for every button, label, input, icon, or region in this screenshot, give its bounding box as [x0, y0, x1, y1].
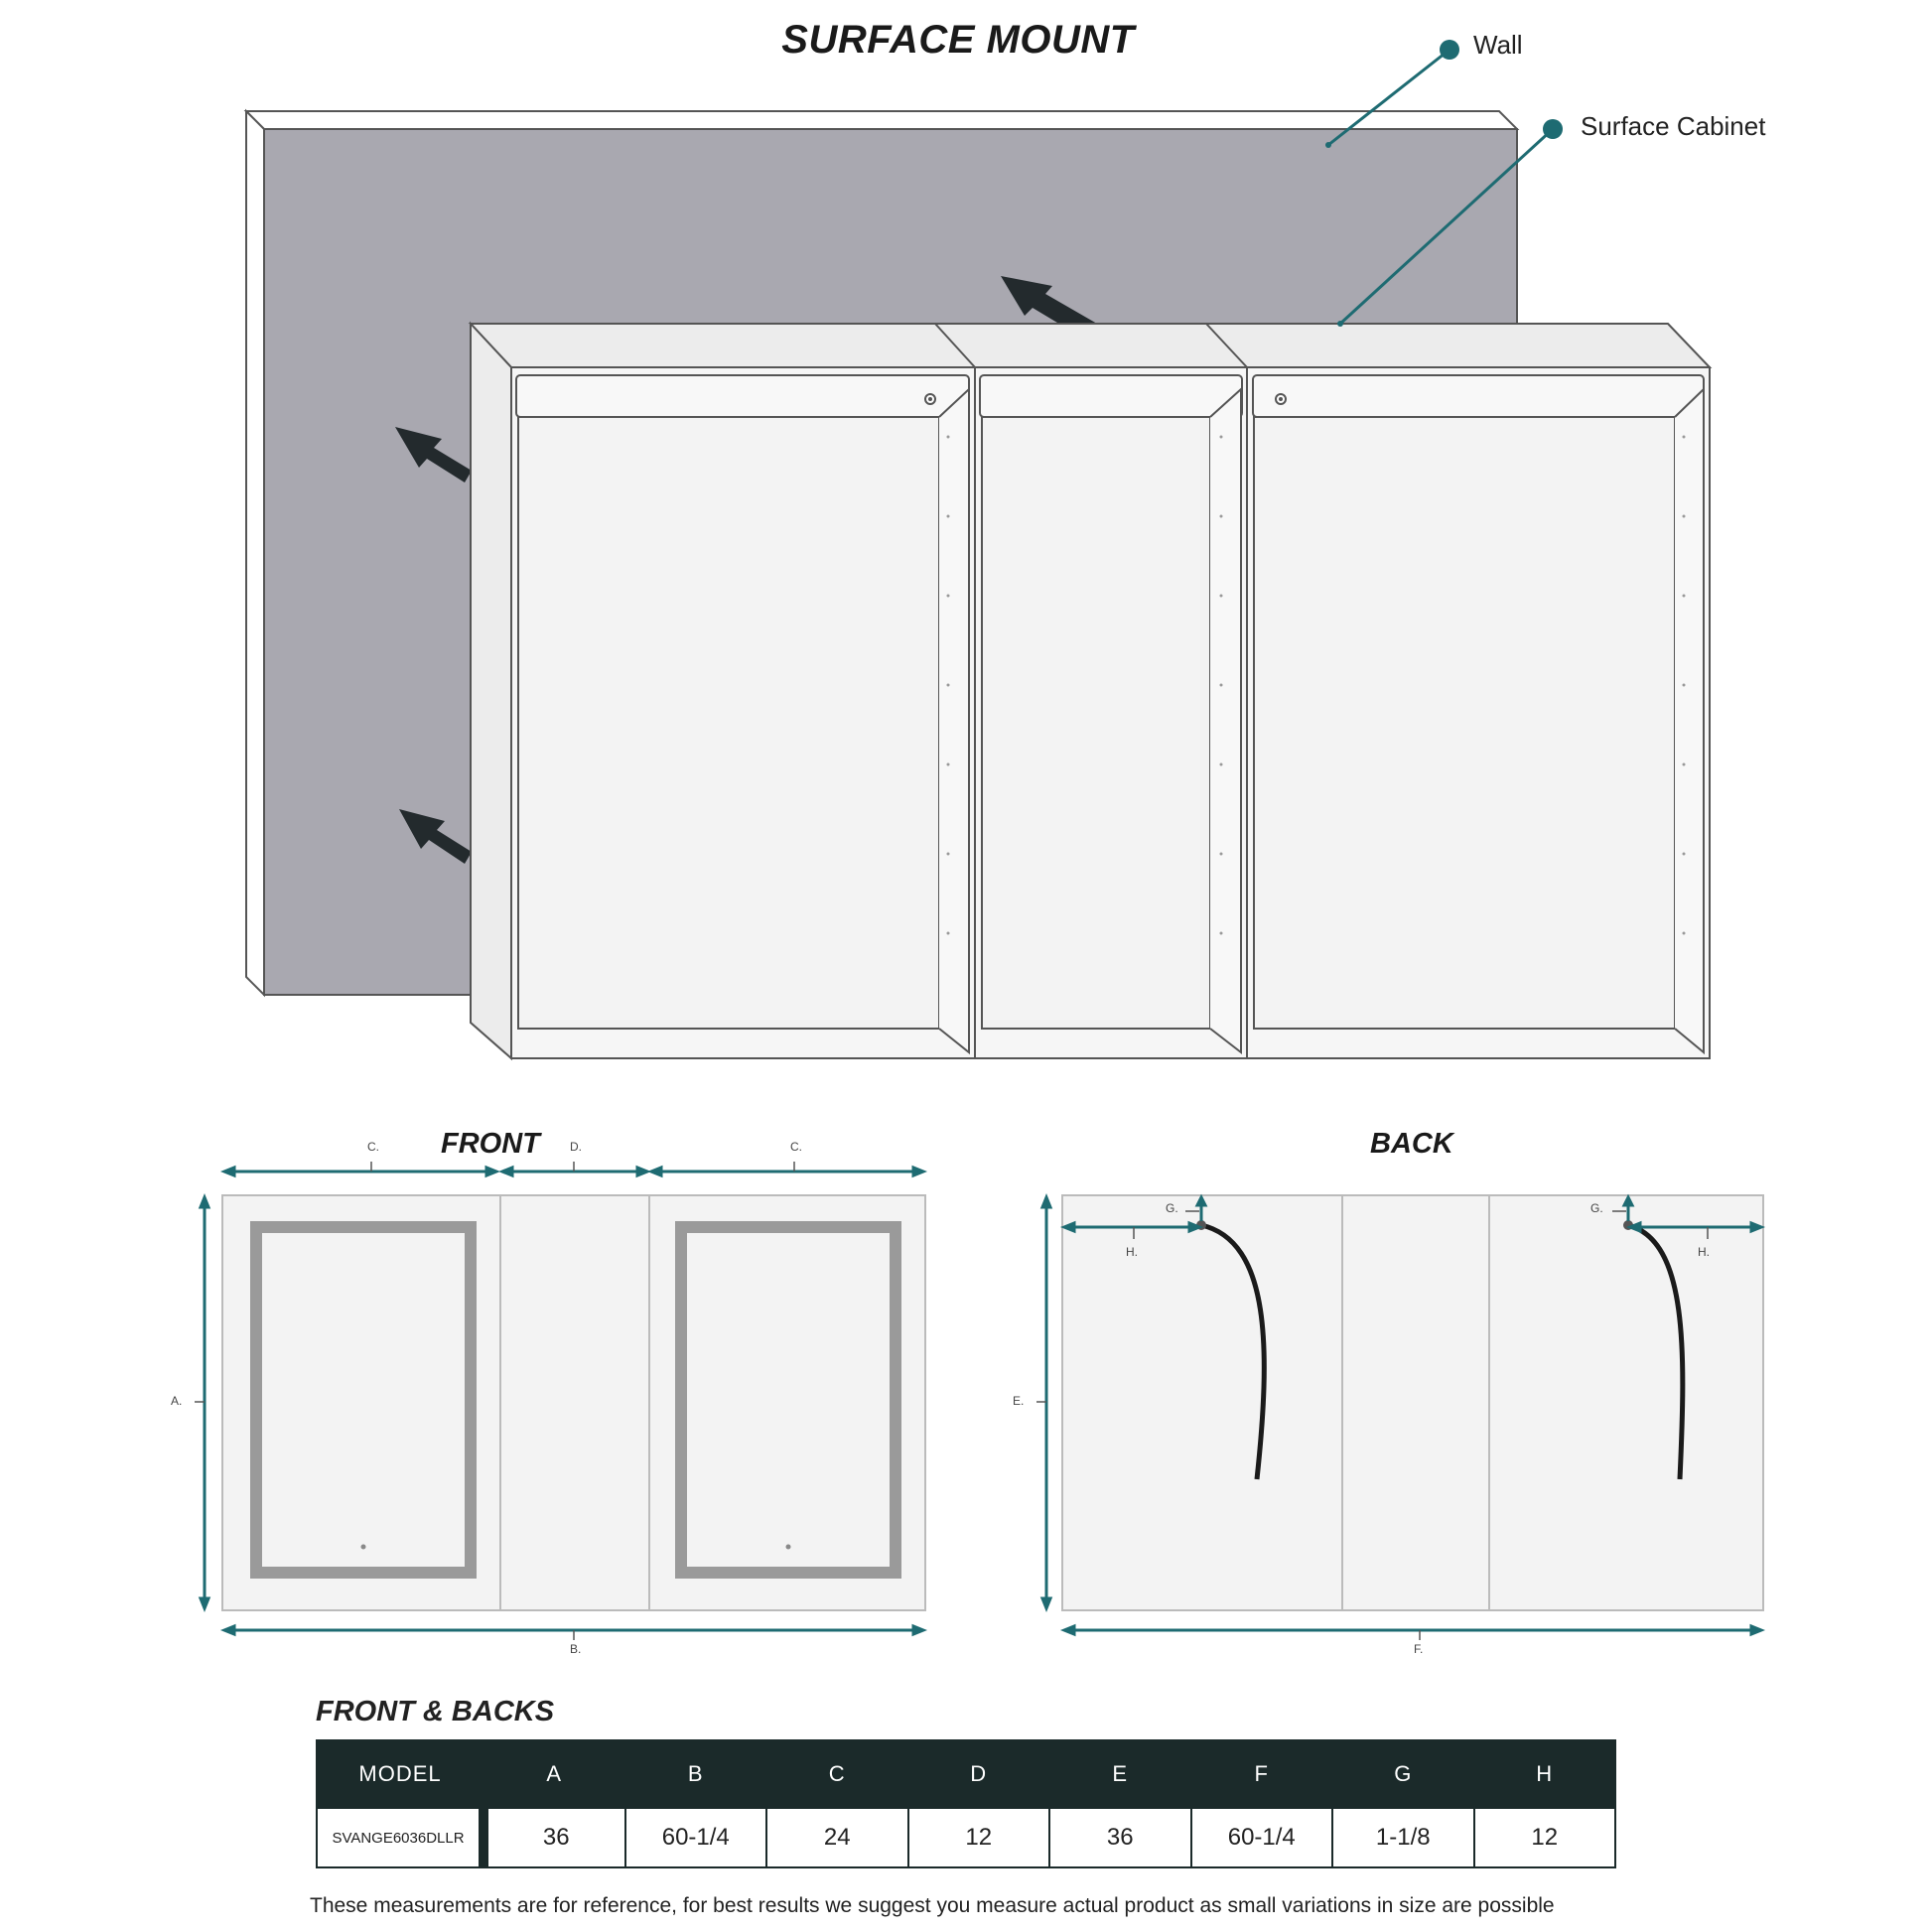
front-view-drawing	[159, 1142, 943, 1668]
table-row	[317, 1808, 1615, 1867]
front-mirror-right	[675, 1221, 901, 1579]
header-f: F	[1191, 1740, 1333, 1808]
header-d: D	[908, 1740, 1050, 1808]
dimension-c-right	[651, 1168, 923, 1175]
wall-callout-label: Wall	[1473, 30, 1523, 60]
page-title: SURFACE MOUNT	[781, 18, 1135, 62]
header-a: A	[483, 1740, 625, 1808]
table-header-row	[317, 1740, 1615, 1808]
dimension-e	[1042, 1197, 1050, 1608]
cell-h: 12	[1474, 1808, 1616, 1867]
header-e: E	[1049, 1740, 1191, 1808]
cabinet-door-middle	[975, 367, 1247, 1058]
front-view-title: FRONT	[441, 1128, 540, 1160]
measurement-disclaimer: These measurements are for reference, for best results we suggest you measure actual product as small variations in size are possible	[310, 1894, 1555, 1917]
dimension-f-label: F.	[1414, 1642, 1424, 1656]
dimension-f	[1064, 1626, 1761, 1634]
dimension-h-label: H.	[1126, 1245, 1138, 1259]
front-mirror-left	[250, 1221, 477, 1579]
dimension-a	[201, 1197, 208, 1608]
dimension-g-label: G.	[1590, 1201, 1603, 1215]
back-view-title: BACK	[1370, 1128, 1453, 1160]
table-title: FRONT & BACKS	[316, 1696, 555, 1727]
header-c: C	[766, 1740, 908, 1808]
dimension-c-label: C.	[367, 1140, 379, 1154]
cabinet-door-right	[1247, 367, 1710, 1058]
header-b: B	[625, 1740, 767, 1808]
cell-a: 36	[483, 1808, 625, 1867]
dimension-c-left	[224, 1168, 496, 1175]
cell-c: 24	[766, 1808, 908, 1867]
back-cabinet-body	[1062, 1195, 1763, 1610]
dimensions-table	[316, 1739, 1616, 1868]
surface-cabinet-callout-label: Surface Cabinet	[1581, 111, 1766, 141]
dimension-h-label: H.	[1698, 1245, 1710, 1259]
dimension-d-label: D.	[570, 1140, 582, 1154]
cell-b: 60-1/4	[625, 1808, 767, 1867]
dimension-a-label: A.	[171, 1394, 183, 1408]
header-model: MODEL	[317, 1740, 483, 1808]
dimension-e-label: E.	[1013, 1394, 1025, 1408]
cell-e: 36	[1049, 1808, 1191, 1867]
cell-g: 1-1/8	[1332, 1808, 1474, 1867]
cell-f: 60-1/4	[1191, 1808, 1333, 1867]
dimension-c-label: C.	[790, 1140, 802, 1154]
dimension-g-label: G.	[1166, 1201, 1178, 1215]
header-h: H	[1474, 1740, 1616, 1808]
cabinet-door-left	[511, 367, 975, 1058]
cell-model: SVANGE6036DLLR	[317, 1808, 483, 1867]
header-g: G	[1332, 1740, 1474, 1808]
dimension-b-label: B.	[570, 1642, 582, 1656]
cell-d: 12	[908, 1808, 1050, 1867]
dimension-d	[502, 1168, 647, 1175]
